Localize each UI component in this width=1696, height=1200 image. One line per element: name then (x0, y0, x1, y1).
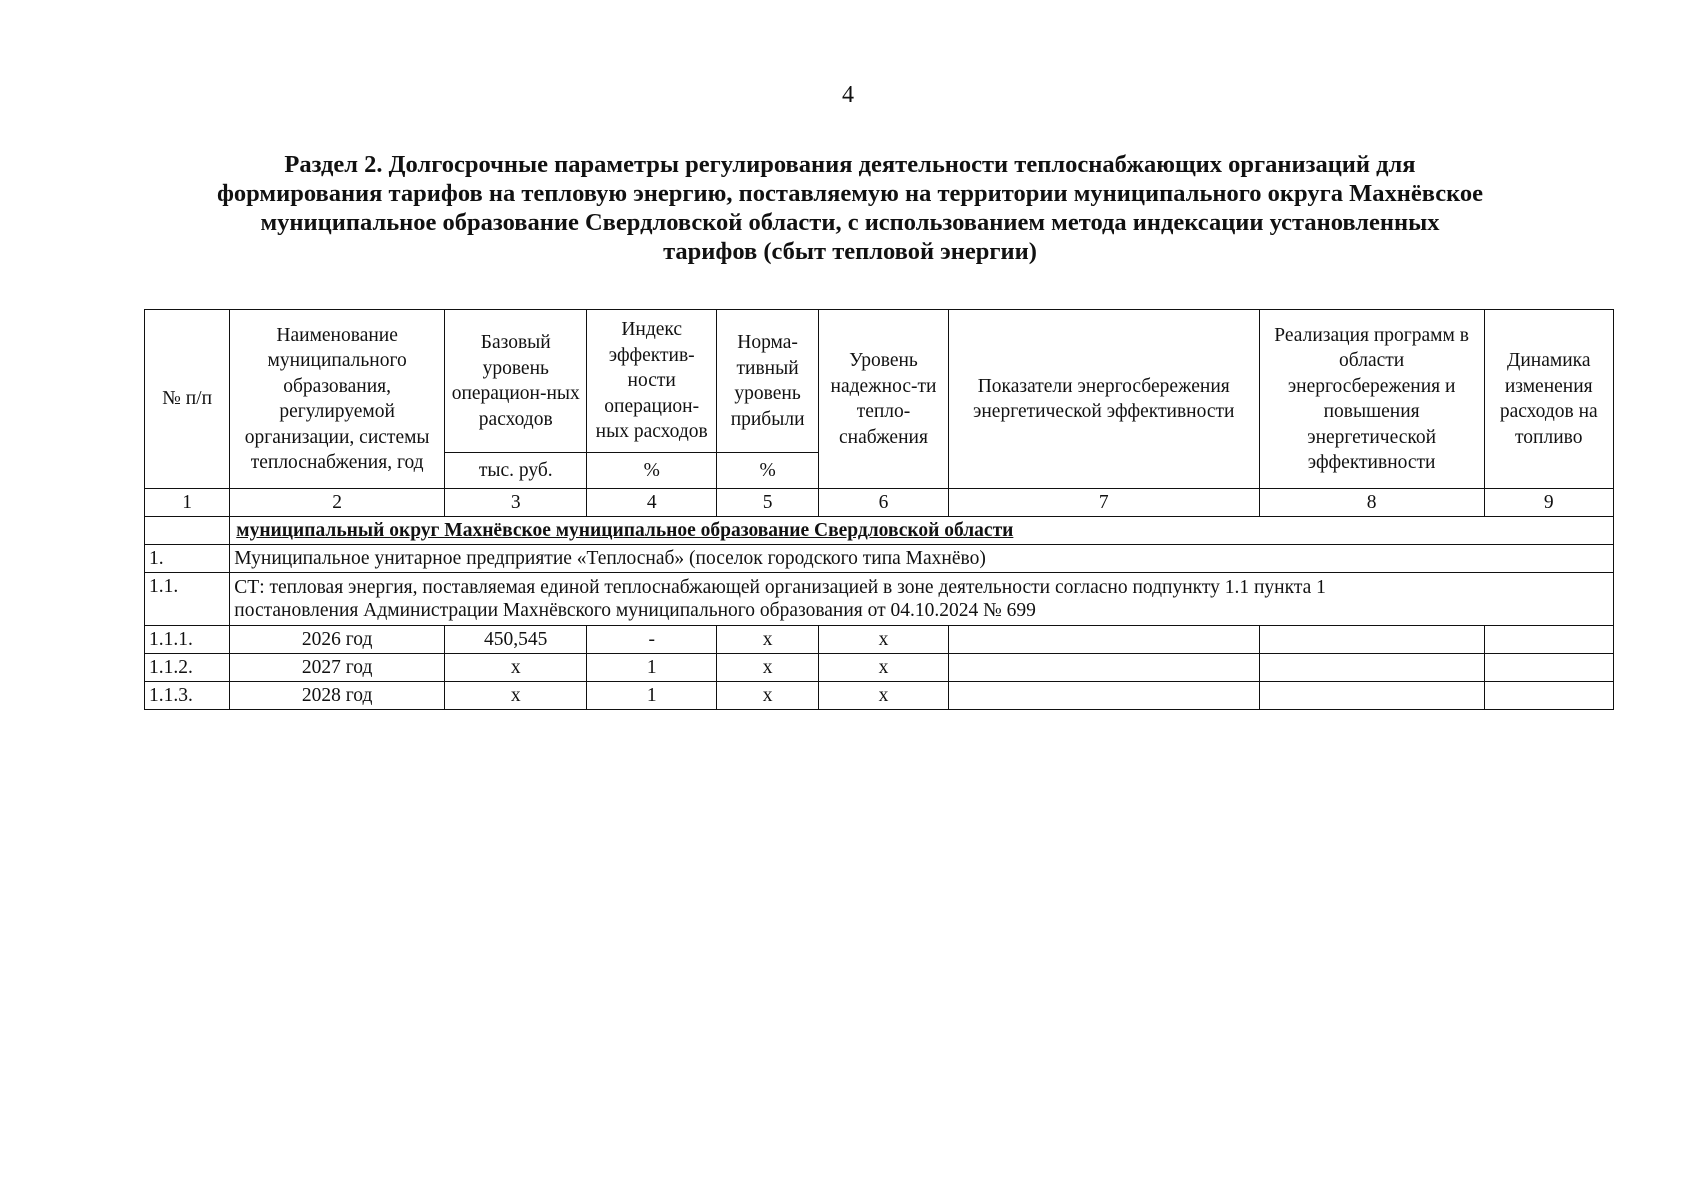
page-number: 4 (842, 82, 854, 108)
title-line-4: тарифов (сбыт тепловой энергии) (663, 238, 1037, 265)
base-opex-cell: х (445, 654, 587, 682)
efficiency-index-cell: 1 (587, 682, 716, 710)
column-number: 5 (716, 489, 818, 517)
unit-base-opex: тыс. руб. (445, 453, 587, 489)
title-line-2: формирования тарифов на тепловую энергию, поставляемую на территории муниципального округа Махнёвское (216, 180, 1484, 207)
header-reliability: Уровень надежнос-ти тепло-снабжения (819, 310, 948, 489)
programs-cell (1259, 626, 1484, 654)
column-number: 1 (145, 489, 230, 517)
normative-profit-cell: х (716, 626, 818, 654)
system-description (230, 573, 1614, 626)
organization-row (145, 545, 1614, 573)
energy-saving-cell (948, 654, 1259, 682)
header-programs: Реализация программ в области энергосбережения и повышения энергетической эффективности (1259, 310, 1484, 489)
header-efficiency-index: Индекс эффектив-ности операцион-ных расходов (587, 310, 716, 453)
organization-name: Муниципальное унитарное предприятие «Теплоснаб» (поселок городского типа Махнёво) (230, 545, 1614, 573)
header-fuel-dynamics: Динамика изменения расходов на топливо (1484, 310, 1614, 489)
year-cell: 2027 год (230, 654, 445, 682)
programs-cell (1259, 654, 1484, 682)
row-number: 1. (145, 545, 230, 573)
base-opex-cell: х (445, 682, 587, 710)
reliability-cell: х (819, 654, 948, 682)
unit-efficiency-index: % (587, 453, 716, 489)
fuel-dynamics-cell (1484, 654, 1614, 682)
title-line-3: муниципальное образование Свердловской области, с использованием метода индексации установленных (260, 209, 1440, 236)
column-number: 6 (819, 489, 948, 517)
header-energy-saving: Показатели энергосбережения энергетической эффективности (948, 310, 1259, 489)
header-normative-profit: Норма-тивный уровень прибыли (716, 310, 818, 453)
title-line-1: Раздел 2. Долгосрочные параметры регулирования деятельности теплоснабжающих организаций для (284, 151, 1416, 178)
system-description-line-1: СТ: тепловая энергия, поставляемая единой теплоснабжающей организацией в зоне деятельности согласно подпункту 1.1 пункта 1 (234, 577, 1326, 598)
reliability-cell: х (819, 626, 948, 654)
system-description-line-2: постановления Администрации Махнёвского муниципального образования от 04.10.2024 № 699 (234, 600, 1036, 621)
column-number: 9 (1484, 489, 1614, 517)
row-number: 1.1.1. (145, 626, 230, 654)
column-number: 7 (948, 489, 1259, 517)
reliability-cell: х (819, 682, 948, 710)
column-number: 8 (1259, 489, 1484, 517)
column-number: 3 (445, 489, 587, 517)
system-row (145, 573, 1614, 626)
column-number: 2 (230, 489, 445, 517)
table-row (145, 626, 1614, 654)
row-number: 1.1.3. (145, 682, 230, 710)
efficiency-index-cell: - (587, 626, 716, 654)
table-row (145, 682, 1614, 710)
unit-normative-profit: % (716, 453, 818, 489)
fuel-dynamics-cell (1484, 626, 1614, 654)
programs-cell (1259, 682, 1484, 710)
fuel-dynamics-cell (1484, 682, 1614, 710)
base-opex-cell: 450,545 (445, 626, 587, 654)
table-row (145, 654, 1614, 682)
energy-saving-cell (948, 626, 1259, 654)
section-row (145, 517, 1614, 545)
normative-profit-cell: х (716, 654, 818, 682)
row-number: 1.1.2. (145, 654, 230, 682)
column-number: 4 (587, 489, 716, 517)
energy-saving-cell (948, 682, 1259, 710)
parameters-table (144, 309, 1614, 710)
municipality-title: муниципальный округ Махнёвское муниципальное образование Свердловской области (230, 517, 1614, 545)
header-num: № п/п (145, 310, 230, 489)
section-title (140, 150, 1560, 266)
year-cell: 2028 год (230, 682, 445, 710)
row-number: 1.1. (145, 573, 230, 626)
normative-profit-cell: х (716, 682, 818, 710)
header-base-opex: Базовый уровень операцион-ных расходов (445, 310, 587, 453)
year-cell: 2026 год (230, 626, 445, 654)
header-name: Наименование муниципального образования, регулируемой организации, системы теплоснабжения, год (230, 310, 445, 489)
efficiency-index-cell: 1 (587, 654, 716, 682)
